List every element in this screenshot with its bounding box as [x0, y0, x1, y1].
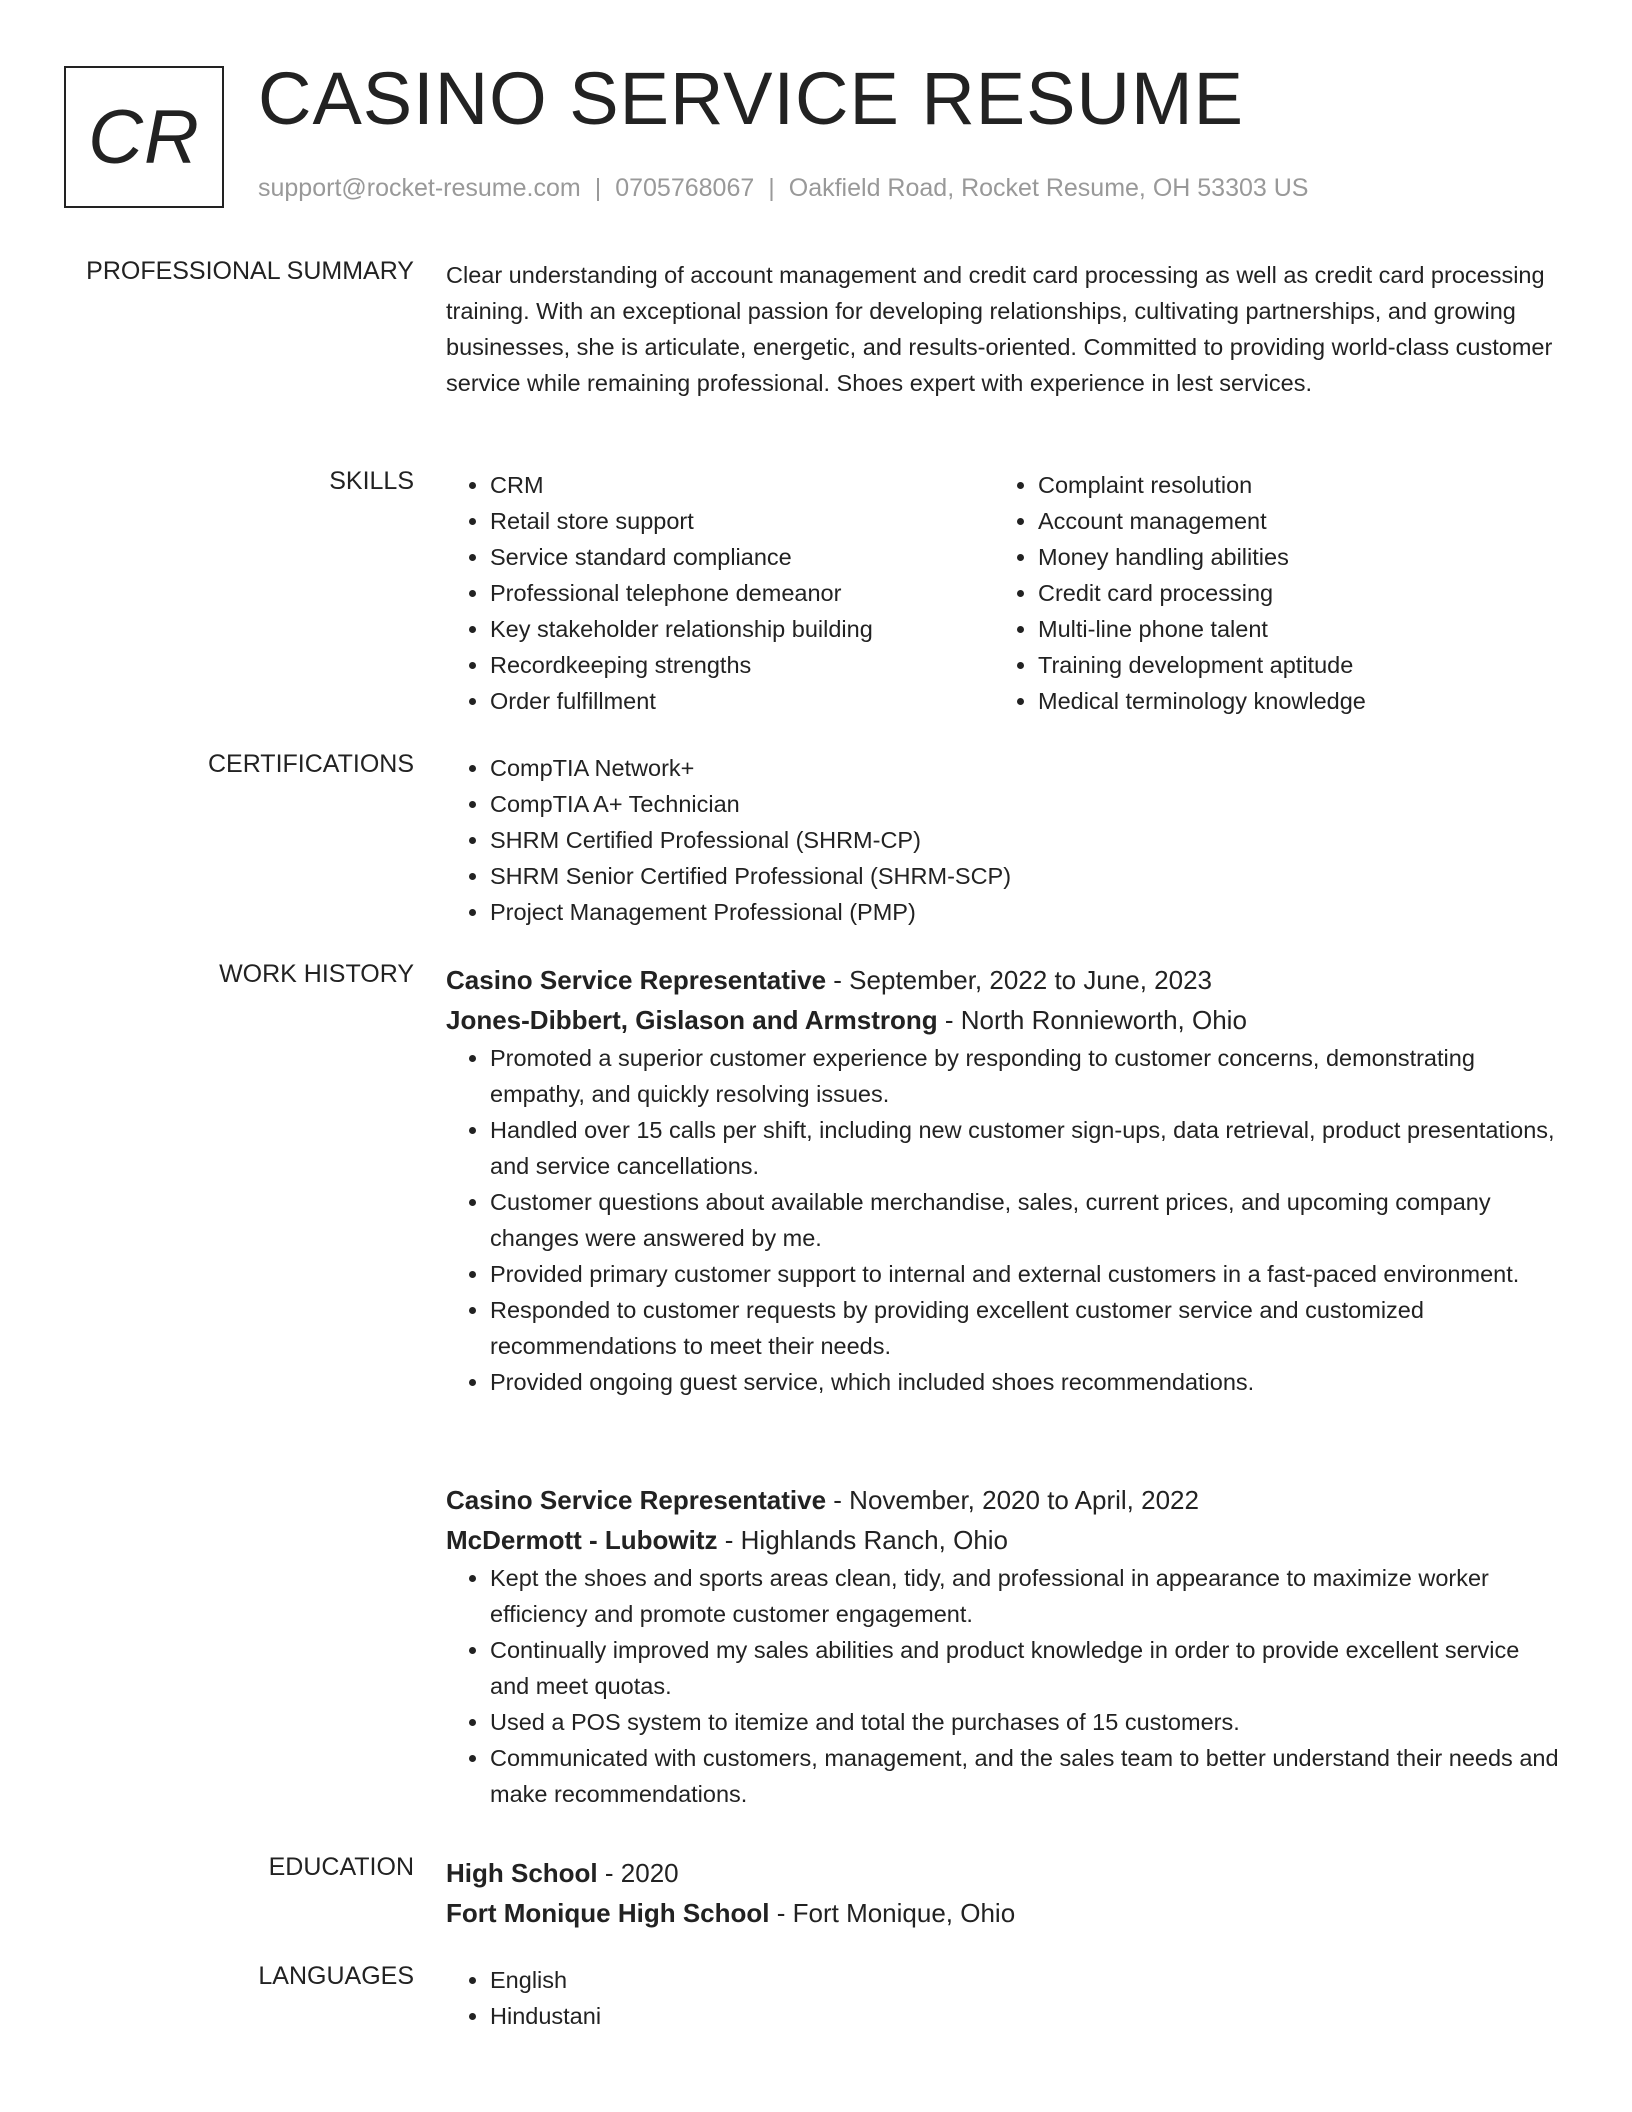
skill-item: • Multi-line phone talent	[1038, 611, 1542, 647]
skill-item: • Professional telephone demeanor	[490, 575, 994, 611]
section-label-languages: LANGUAGES	[258, 1962, 414, 1990]
skill-item: • Service standard compliance	[490, 539, 994, 575]
job-bullet: • Used a POS system to itemize and total the purchases of 15 customers.	[490, 1704, 1562, 1740]
school-line	[446, 1893, 1562, 1933]
job-title-line	[446, 1480, 1562, 1520]
job-title: Casino Service Representative	[446, 965, 827, 995]
skill-item: • Complaint resolution	[1038, 467, 1542, 503]
monogram: CR	[64, 66, 224, 208]
school: Fort Monique High School	[446, 1898, 770, 1928]
job-bullet: • Customer questions about available merchandise, sales, current prices, and upcoming company changes were answered by me.	[490, 1184, 1562, 1256]
certifications-body	[446, 750, 1562, 930]
languages-body	[446, 1962, 1562, 2034]
email[interactable]: support@rocket-resume.com	[258, 174, 581, 202]
skill-item: • Training development aptitude	[1038, 647, 1542, 683]
degree-year: - 2020	[597, 1858, 679, 1888]
job-dates: - November, 2020 to April, 2022	[826, 1485, 1199, 1515]
summary-text: Clear understanding of account management and credit card processing as well as credit card processing training. With an exceptional passion for developing relationships, cultivating partnerships, and growing businesses, she is articulate, energetic, and results-oriented. Committed to providing world-class customer service while remaining professional. Shoes expert with experience in lest services.	[446, 262, 1553, 396]
job-bullet: • Communicated with customers, management, and the sales team to better understand their needs and make recommendations.	[490, 1740, 1562, 1812]
job-entry	[446, 960, 1562, 1400]
job-dates: - September, 2022 to June, 2023	[826, 965, 1213, 995]
job-bullet: • Handled over 15 calls per shift, including new customer sign-ups, data retrieval, product presentations, and service cancellations.	[490, 1112, 1562, 1184]
resume-title: CASINO SERVICE RESUME	[258, 57, 1244, 140]
degree-line	[446, 1853, 1562, 1893]
work-body-2	[446, 1480, 1562, 1812]
certification-item: • SHRM Senior Certified Professional (SHRM-SCP)	[490, 858, 1562, 894]
skill-item: • Recordkeeping strengths	[490, 647, 994, 683]
section-label-skills: SKILLS	[329, 467, 414, 495]
job-bullet: • Continually improved my sales abilities and product knowledge in order to provide excellent service and meet quotas.	[490, 1632, 1562, 1704]
job-bullet: • Provided primary customer support to internal and external customers in a fast-paced environment.	[490, 1256, 1562, 1292]
phone[interactable]: 0705768067	[615, 174, 755, 202]
separator: |	[594, 174, 602, 202]
job-location: - North Ronnieworth, Ohio	[937, 1005, 1247, 1035]
skill-item: • CRM	[490, 467, 994, 503]
skills-list-right	[994, 467, 1542, 719]
job-entry	[446, 1480, 1562, 1812]
language-item: • Hindustani	[490, 1998, 1562, 2034]
skill-item: • Order fulfillment	[490, 683, 994, 719]
job-title: Casino Service Representative	[446, 1485, 827, 1515]
school-location: - Fort Monique, Ohio	[769, 1898, 1016, 1928]
job-bullets	[446, 1040, 1562, 1400]
work-body	[446, 960, 1562, 1400]
job-bullet: • Promoted a superior customer experience by responding to customer concerns, demonstrating empathy, and quickly resolving issues.	[490, 1040, 1562, 1112]
skills-body	[446, 467, 1562, 719]
education-body	[446, 1853, 1562, 1933]
job-company-line	[446, 1520, 1562, 1560]
address: Oakfield Road, Rocket Resume, OH 53303 US	[788, 174, 1309, 202]
certification-item: • CompTIA A+ Technician	[490, 786, 1562, 822]
job-bullet: • Kept the shoes and sports areas clean, tidy, and professional in appearance to maximize worker efficiency and promote customer engagement.	[490, 1560, 1562, 1632]
job-location: - Highlands Ranch, Ohio	[717, 1525, 1009, 1555]
job-title-line	[446, 960, 1562, 1000]
contact-line	[258, 174, 1308, 203]
certification-item: • Project Management Professional (PMP)	[490, 894, 1562, 930]
job-company: Jones-Dibbert, Gislason and Armstrong	[446, 1005, 938, 1035]
skill-item: • Medical terminology knowledge	[1038, 683, 1542, 719]
language-item: • English	[490, 1962, 1562, 1998]
section-label-certifications: CERTIFICATIONS	[207, 750, 414, 778]
job-company: McDermott - Lubowitz	[446, 1525, 718, 1555]
skill-item: • Key stakeholder relationship building	[490, 611, 994, 647]
languages-list	[446, 1962, 1562, 2034]
section-label-work: WORK HISTORY	[219, 960, 414, 988]
skill-item: • Retail store support	[490, 503, 994, 539]
skills-list-left	[446, 467, 994, 719]
section-label-summary: PROFESSIONAL SUMMARY	[86, 257, 414, 285]
section-label-education: EDUCATION	[268, 1853, 414, 1881]
job-company-line	[446, 1000, 1562, 1040]
skill-item: • Money handling abilities	[1038, 539, 1542, 575]
certification-item: • CompTIA Network+	[490, 750, 1562, 786]
degree: High School	[446, 1858, 598, 1888]
skill-item: • Account management	[1038, 503, 1542, 539]
skill-item: • Credit card processing	[1038, 575, 1542, 611]
job-bullets	[446, 1560, 1562, 1812]
separator: |	[768, 174, 775, 202]
job-bullet: • Responded to customer requests by providing excellent customer service and customized recommendations to meet their needs.	[490, 1292, 1562, 1364]
certifications-list	[446, 750, 1562, 930]
summary-body	[446, 257, 1562, 401]
job-bullet: • Provided ongoing guest service, which included shoes recommendations.	[490, 1364, 1562, 1400]
certification-item: • SHRM Certified Professional (SHRM-CP)	[490, 822, 1562, 858]
